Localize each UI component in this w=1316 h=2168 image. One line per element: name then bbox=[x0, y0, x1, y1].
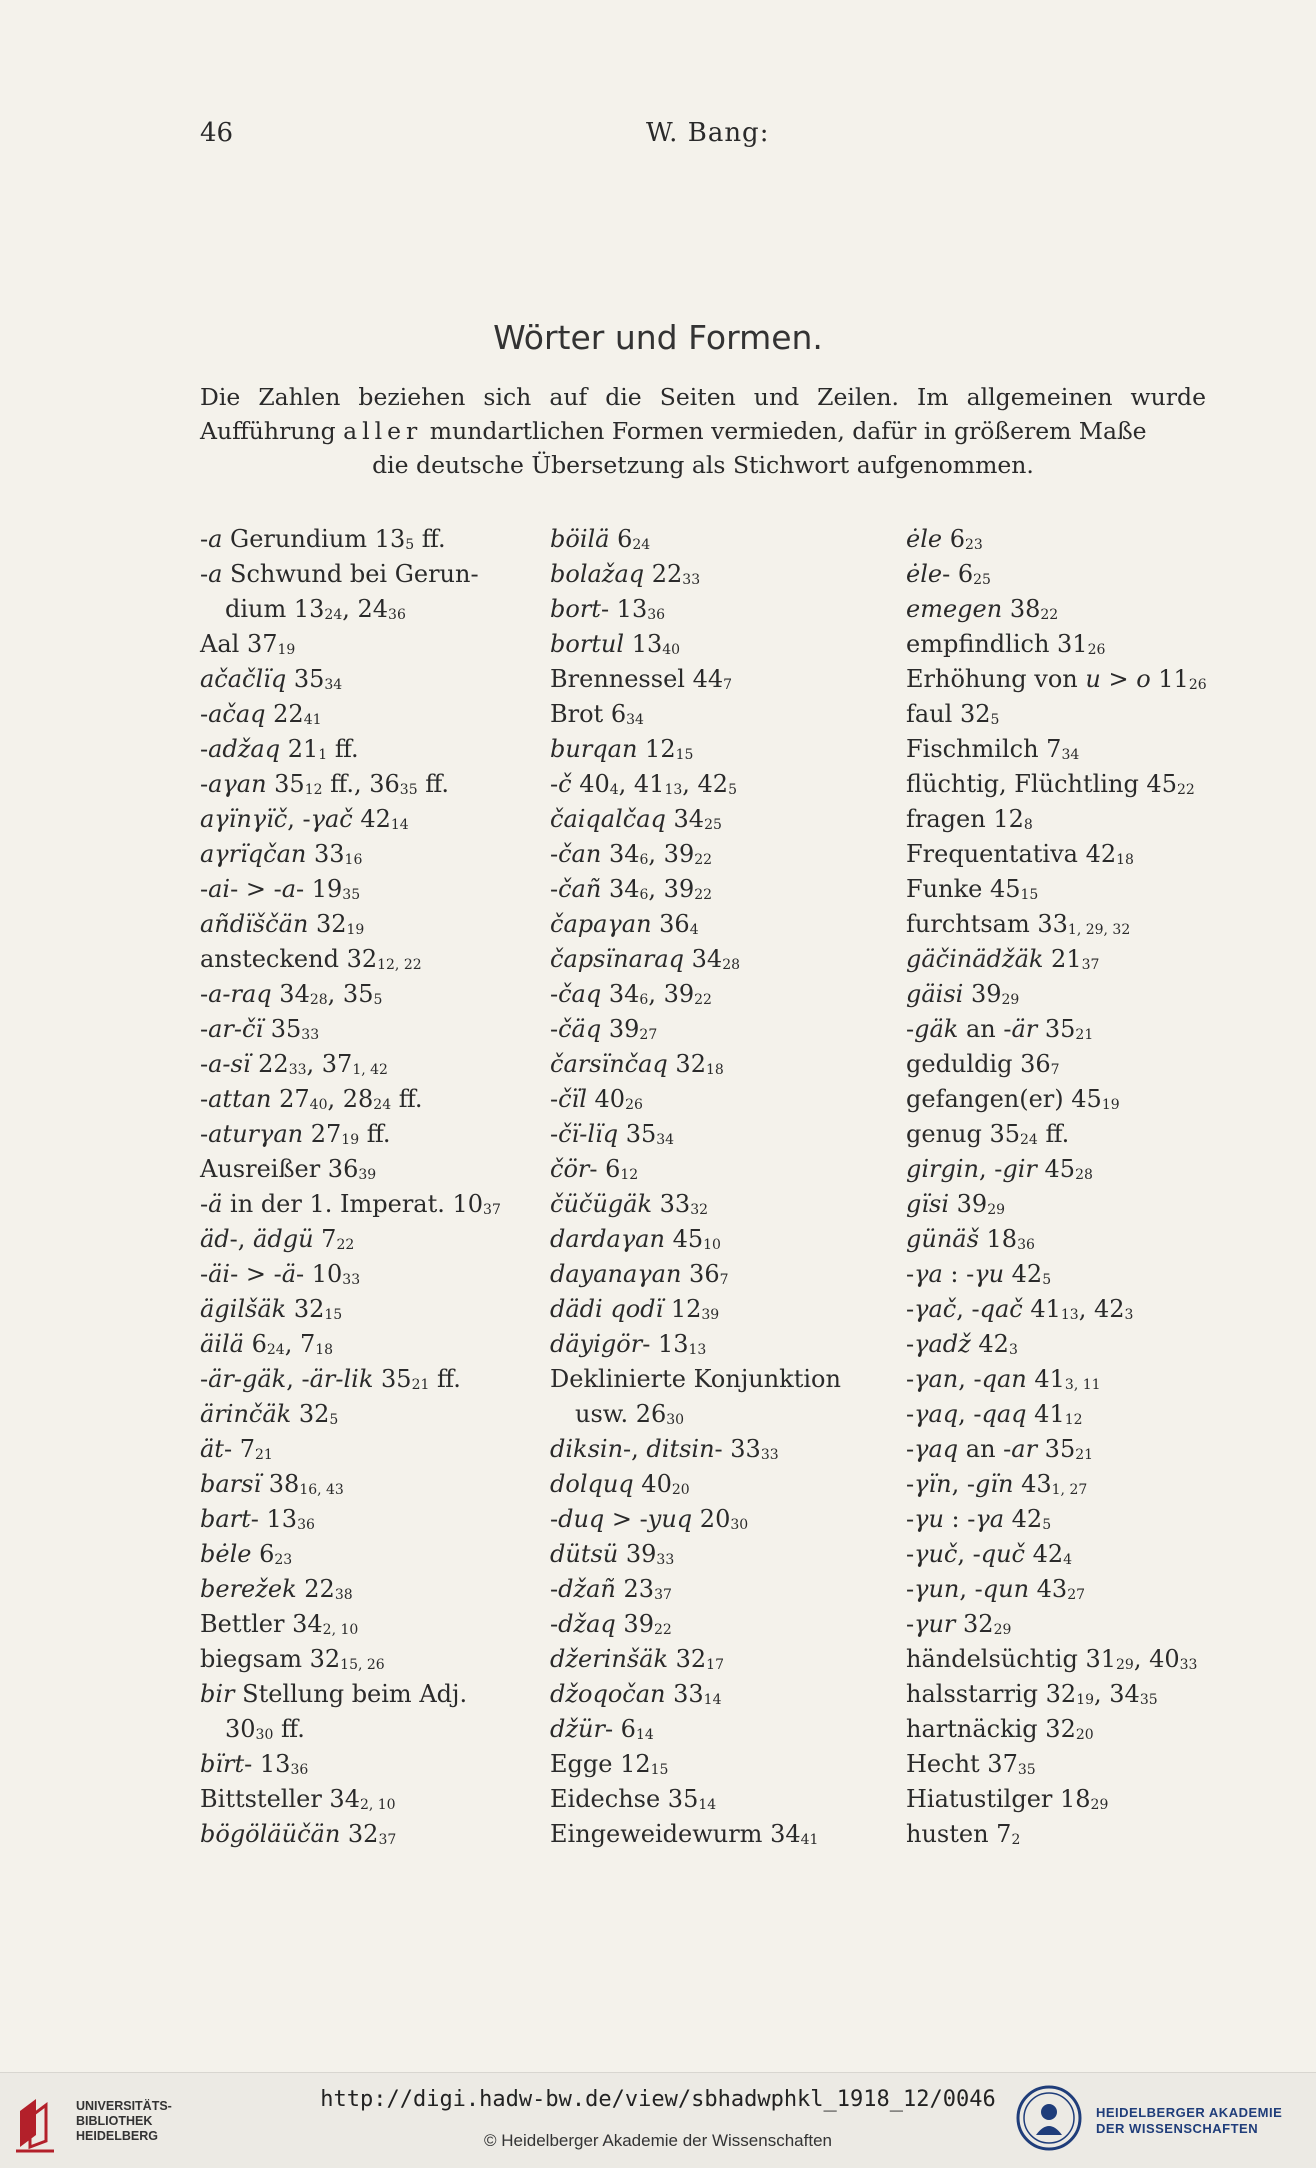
index-entry: -džañ 2337 bbox=[550, 1575, 672, 1603]
index-entry: -γuč, -quč 424 bbox=[906, 1540, 1073, 1568]
index-entry: -γadž 423 bbox=[906, 1330, 1018, 1358]
index-entry: Egge 1215 bbox=[550, 1750, 669, 1778]
index-entry: -attan 2740, 2824 ff. bbox=[200, 1085, 423, 1113]
intro-paragraph bbox=[200, 380, 1206, 482]
index-entry: händelsüchtig 3129, 4033 bbox=[906, 1645, 1198, 1673]
index-column-3 bbox=[906, 522, 1216, 1852]
index-entry: -γu : -γa 425 bbox=[906, 1505, 1052, 1533]
index-entry: 3030 ff. bbox=[225, 1715, 305, 1743]
index-entry: ėle- 625 bbox=[906, 560, 991, 588]
index-entry: Hecht 3735 bbox=[906, 1750, 1036, 1778]
index-entry: däyigör- 1313 bbox=[550, 1330, 707, 1358]
index-entry: -čïl 4026 bbox=[550, 1085, 643, 1113]
index-entry: -čan 346, 3922 bbox=[550, 840, 713, 868]
index-entry: -a-raq 3428, 355 bbox=[200, 980, 383, 1008]
index-entry: Fischmilch 734 bbox=[906, 735, 1080, 763]
index-entry: Funke 4515 bbox=[906, 875, 1039, 903]
index-entry: -č 404, 4113, 425 bbox=[550, 770, 737, 798]
index-entry: -džaq 3922 bbox=[550, 1610, 672, 1638]
index-entry: emegen 3822 bbox=[906, 595, 1059, 623]
index-entry: bort- 1336 bbox=[550, 595, 666, 623]
index-entry: biegsam 3215, 26 bbox=[200, 1645, 385, 1673]
index-entry: Brot 634 bbox=[550, 700, 644, 728]
source-url-link[interactable]: http://digi.hadw-bw.de/view/sbhadwphkl_1918_12/0046 bbox=[320, 2087, 996, 2112]
index-entry: günäš 1836 bbox=[906, 1225, 1035, 1253]
index-entry: ačačlïq 3534 bbox=[200, 665, 343, 693]
index-entry: Brennessel 447 bbox=[550, 665, 733, 693]
index-entry: čaiqalčaq 3425 bbox=[550, 805, 722, 833]
index-entry: fragen 128 bbox=[906, 805, 1033, 833]
index-entry: -γač, -qač 4113, 423 bbox=[906, 1295, 1134, 1323]
index-entry: halsstarrig 3219, 3435 bbox=[906, 1680, 1158, 1708]
index-entry: bïrt- 1336 bbox=[200, 1750, 309, 1778]
index-entry: džerinšäk 3217 bbox=[550, 1645, 724, 1673]
index-entry: Hiatustilger 1829 bbox=[906, 1785, 1109, 1813]
index-entry: -adžaq 211 ff. bbox=[200, 735, 359, 763]
index-entry: -ä in der 1. Imperat. 1037 bbox=[200, 1190, 501, 1218]
index-entry: dolquq 4020 bbox=[550, 1470, 690, 1498]
academy-name: HEIDELBERGER AKADEMIE DER WISSENSCHAFTEN bbox=[1096, 2105, 1283, 2136]
index-entry: -äi- > -ä- 1033 bbox=[200, 1260, 361, 1288]
index-entry: čapaγan 364 bbox=[550, 910, 699, 938]
index-entry: hartnäckig 3220 bbox=[906, 1715, 1094, 1743]
index-entry: barsï 3816, 43 bbox=[200, 1470, 344, 1498]
index-entry: geduldig 367 bbox=[906, 1050, 1060, 1078]
index-entry: Frequentativa 4218 bbox=[906, 840, 1134, 868]
section-title: Wörter und Formen. bbox=[493, 318, 823, 357]
footer-bar bbox=[0, 2072, 1316, 2168]
index-entry: diksin-, ditsin- 3333 bbox=[550, 1435, 779, 1463]
index-entry: gäisi 3929 bbox=[906, 980, 1020, 1008]
index-entry: -a Gerundium 135 ff. bbox=[200, 525, 446, 553]
index-entry: -ar-čï 3533 bbox=[200, 1015, 320, 1043]
index-entry: -γïn, -gïn 431, 27 bbox=[906, 1470, 1088, 1498]
index-entry: berežek 2238 bbox=[200, 1575, 353, 1603]
index-entry: dädi qodï 1239 bbox=[550, 1295, 720, 1323]
index-entry: -γur 3229 bbox=[906, 1610, 1012, 1638]
index-entry: añdïščän 3219 bbox=[200, 910, 365, 938]
index-entry: Ausreißer 3639 bbox=[200, 1155, 377, 1183]
index-entry: dütsü 3933 bbox=[550, 1540, 675, 1568]
index-entry: ärinčäk 325 bbox=[200, 1400, 339, 1428]
index-entry: burqan 1215 bbox=[550, 735, 694, 763]
index-entry: -γan, -qan 413, 11 bbox=[906, 1365, 1101, 1393]
index-entry: -ai- > -a- 1935 bbox=[200, 875, 361, 903]
index-entry: Deklinierte Konjunktion bbox=[550, 1365, 841, 1393]
index-entry: -γaq, -qaq 4112 bbox=[906, 1400, 1083, 1428]
index-entry: Eidechse 3514 bbox=[550, 1785, 717, 1813]
index-entry: gefangen(er) 4519 bbox=[906, 1085, 1120, 1113]
index-entry: džür- 614 bbox=[550, 1715, 654, 1743]
index-entry: -aγan 3512 ff., 3635 ff. bbox=[200, 770, 450, 798]
index-entry: -čï-lïq 3534 bbox=[550, 1120, 675, 1148]
index-entry: äd-, ädgü 722 bbox=[200, 1225, 355, 1253]
index-entry: dardaγan 4510 bbox=[550, 1225, 721, 1253]
index-column-2 bbox=[550, 522, 870, 1852]
index-entry: husten 72 bbox=[906, 1820, 1021, 1848]
index-entry: džoqočan 3314 bbox=[550, 1680, 722, 1708]
index-entry: empfindlich 3126 bbox=[906, 630, 1106, 658]
index-entry: čüčügäk 3332 bbox=[550, 1190, 709, 1218]
index-entry: Erhöhung von u > o 1126 bbox=[906, 665, 1207, 693]
intro-text-1: Die Zahlen beziehen sich auf die Seiten und Zeilen. Im allgemeinen wurde Aufführung bbox=[200, 383, 1206, 445]
index-entry: čör- 612 bbox=[550, 1155, 639, 1183]
index-entry: aγïnγïč, -γač 4214 bbox=[200, 805, 409, 833]
index-entry: äilä 624, 718 bbox=[200, 1330, 334, 1358]
index-entry: ėle 623 bbox=[906, 525, 983, 553]
index-entry: bortul 1340 bbox=[550, 630, 681, 658]
index-entry: genug 3524 ff. bbox=[906, 1120, 1070, 1148]
index-entry: girgin, -gir 4528 bbox=[906, 1155, 1093, 1183]
index-entry: Aal 3719 bbox=[200, 630, 296, 658]
index-entry: -aturγan 2719 ff. bbox=[200, 1120, 391, 1148]
index-entry: böilä 624 bbox=[550, 525, 651, 553]
index-entry: -duq > -yuq 2030 bbox=[550, 1505, 749, 1533]
index-entry: ät- 721 bbox=[200, 1435, 273, 1463]
index-entry: ägilšäk 3215 bbox=[200, 1295, 343, 1323]
academy-seal-icon bbox=[1016, 2085, 1082, 2151]
intro-emphasis: aller bbox=[343, 417, 423, 445]
index-entry: bart- 1336 bbox=[200, 1505, 315, 1533]
index-entry: faul 325 bbox=[906, 700, 1000, 728]
index-entry: -gäk an -är 3521 bbox=[906, 1015, 1094, 1043]
index-entry: aγrïqčan 3316 bbox=[200, 840, 363, 868]
index-entry: -är-gäk, -är-lik 3521 ff. bbox=[200, 1365, 461, 1393]
index-entry: bėle 623 bbox=[200, 1540, 293, 1568]
index-entry: -čaq 346, 3922 bbox=[550, 980, 712, 1008]
index-entry: -čäq 3927 bbox=[550, 1015, 658, 1043]
index-entry: -a Schwund bei Gerun- bbox=[200, 560, 479, 588]
page-number: 46 bbox=[200, 118, 234, 148]
index-entry: Bettler 342, 10 bbox=[200, 1610, 359, 1638]
index-entry: gïsi 3929 bbox=[906, 1190, 1006, 1218]
index-entry: dayanaγan 367 bbox=[550, 1260, 729, 1288]
index-entry: -ačaq 2241 bbox=[200, 700, 322, 728]
index-entry: čapsïnaraq 3428 bbox=[550, 945, 741, 973]
running-title: W. Bang: bbox=[646, 118, 770, 148]
index-entry: bir Stellung beim Adj. bbox=[200, 1680, 468, 1708]
index-entry: Eingeweidewurm 3441 bbox=[550, 1820, 819, 1848]
intro-text-2: mundartlichen Formen vermieden, dafür in größerem Maße bbox=[429, 417, 1147, 445]
copyright-text: © Heidelberger Akademie der Wissenschaften bbox=[484, 2131, 832, 2150]
index-entry: furchtsam 331, 29, 32 bbox=[906, 910, 1131, 938]
index-entry: gäčinädžäk 2137 bbox=[906, 945, 1100, 973]
index-entry: Bittsteller 342, 10 bbox=[200, 1785, 396, 1813]
intro-text-3: die deutsche Übersetzung als Stichwort aufgenommen. bbox=[372, 451, 1034, 479]
index-entry: -čañ 346, 3922 bbox=[550, 875, 713, 903]
index-entry: čarsïnčaq 3218 bbox=[550, 1050, 724, 1078]
index-entry: bolažaq 2233 bbox=[550, 560, 701, 588]
index-entry: -γun, -qun 4327 bbox=[906, 1575, 1086, 1603]
index-entry: -a-sï 2233, 371, 42 bbox=[200, 1050, 388, 1078]
index-entry: flüchtig, Flüchtling 4522 bbox=[906, 770, 1195, 798]
index-entry: -γaq an -ar 3521 bbox=[906, 1435, 1094, 1463]
index-entry: bögöläüčän 3237 bbox=[200, 1820, 397, 1848]
index-column-1 bbox=[200, 522, 520, 1852]
index-entry: -γa : -γu 425 bbox=[906, 1260, 1052, 1288]
index-entry: dium 1324, 2436 bbox=[225, 595, 406, 623]
index-entry: ansteckend 3212, 22 bbox=[200, 945, 422, 973]
index-entry: usw. 2630 bbox=[575, 1400, 685, 1428]
university-library-name: UNIVERSITÄTS- BIBLIOTHEK HEIDELBERG bbox=[76, 2099, 172, 2143]
